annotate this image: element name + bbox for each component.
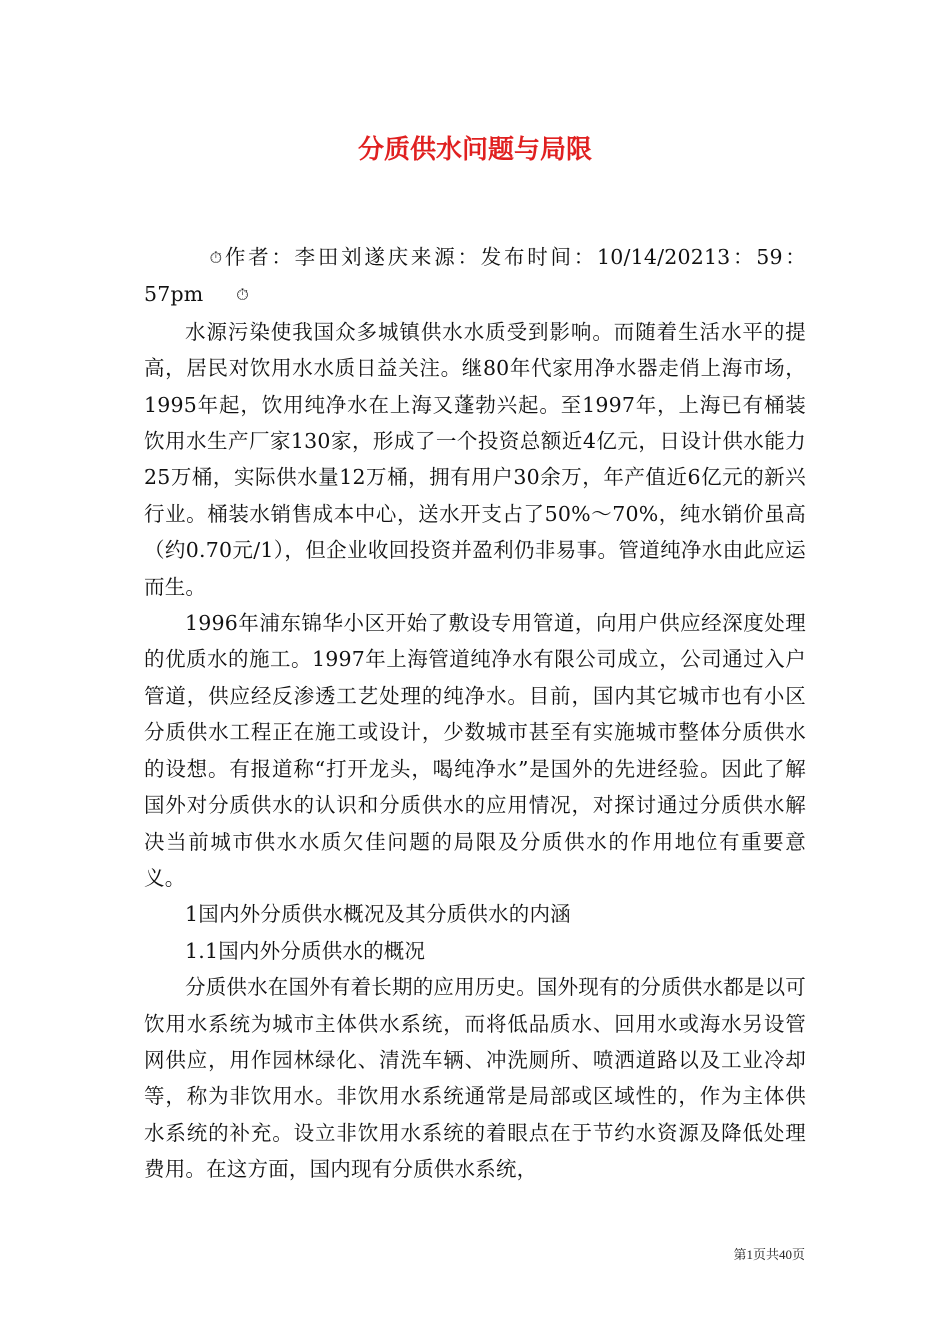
paragraph: 1996年浦东锦华小区开始了敷设专用管道，向用户供应经深度处理的优质水的施工。1997年上海管道纯净水有限公司成立，公司通过入户管道，供应经反渗透工艺处理的纯净水。目前，国内其它城市也有小区分质供水工程正在施工或设计，少数城市甚至有实施城市整体分质供水的设想。有报道称“打开龙头，喝纯净水”是国外的先进经验。因此了解国外对分质供水的认识和分质供水的应用情况，对探讨通过分质供水解决当前城市供水水质欠佳问题的局限及分质供水的作用地位有重要意义。 <box>144 611 806 890</box>
paragraph: 分质供水在国外有着长期的应用历史。国外现有的分质供水都是以可饮用水系统为城市主体供水系统，而将低品质水、回用水或海水另设管网供应，用作园林绿化、清洗车辆、冲洗厕所、喷洒道路以及工业冷却等，称为非饮用水。非饮用水系统通常是局部或区域性的，作为主体供水系统的补充。设立非饮用水系统的着眼点在于节约水资源及降低处理费用。在这方面，国内现有分质供水系统， <box>144 975 806 1182</box>
article-meta <box>144 239 806 314</box>
subsection-heading: 1.1国内外分质供水的概况 <box>185 938 426 963</box>
meta-text: 作者：李田刘遂庆来源：发布时间：10/14/20213：59：57pm <box>144 245 806 307</box>
section-heading: 1国内外分质供水概况及其分质供水的内涵 <box>185 902 571 927</box>
paragraph: 水源污染使我国众多城镇供水水质受到影响。而随着生活水平的提高，居民对饮用水水质日益关注。继80年代家用净水器走俏上海市场，1995年起，饮用纯净水在上海又蓬勃兴起。至1997年，上海已有桶装饮用水生产厂家130家，形成了一个投资总额近4亿元，日设计供水能力25万桶，实际供水量12万桶，拥有用户30余万，年产值近6亿元的新兴行业。桶装水销售成本中心，送水开支占了50%～70%，纯水销价虽高（约0.70元/1），但企业收回投资并盈利仍非易事。管道纯净水由此应运而生。 <box>144 319 806 599</box>
page-number: 第1页共40页 <box>733 1247 805 1262</box>
clock-icon: ⏱ <box>236 285 249 305</box>
document-title: 分质供水问题与局限 <box>357 135 592 165</box>
document-body <box>144 239 806 1188</box>
clock-icon: ⏱ <box>209 248 223 267</box>
